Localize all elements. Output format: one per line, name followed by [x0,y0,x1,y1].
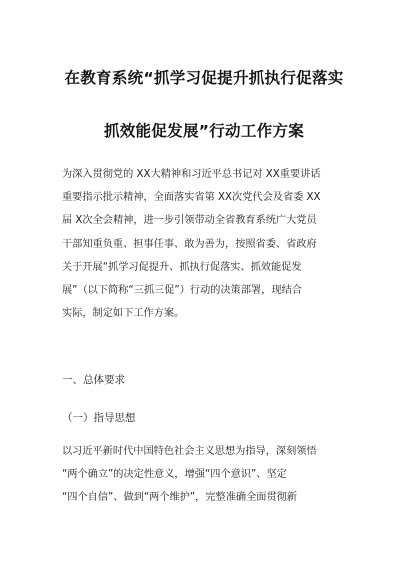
intro-line: 实际，制定如下工作方案。 [62,308,185,320]
guiding-line: “两个确立”的决定性意义，增强“四个意识”、坚定 [62,469,287,481]
section-heading-general-requirements: 一、总体要求 [62,374,125,386]
intro-line: 重要指示批示精神，全面落实省第 XX次党代会及省委 XX [62,192,321,204]
guiding-line: “四个自信”、做到“两个维护”，完整准确全面贯彻新 [62,492,298,504]
intro-line: 为深入贯彻党的 XX大精神和习近平总书记对 XX重要讲话 [62,169,321,180]
intro-line: 展”（以下简称“三抓三促”）行动的决策部署，现结合 [62,284,302,296]
subsection-heading-guiding-ideology: （一）指导思想 [62,412,136,424]
intro-paragraph [62,163,346,325]
document-title-line-1: 在教育系统“抓学习促提升抓执行促落实 [64,69,344,87]
document-title-line-2: 抓效能促发展”行动工作方案 [103,122,305,140]
guiding-paragraph [62,440,346,510]
intro-line: 干部知重负重、担事任事、敢为善为，按照省委、省政府 [62,238,317,250]
intro-line: 关于开展“抓学习促提升、抓执行促落实、抓效能促发 [62,261,302,273]
guiding-line: 以习近平新时代中国特色社会主义思想为指导，深刻领悟 [62,446,317,457]
intro-line: 届 X次全会精神，进一步引领带动全省教育系统广大党员 [62,215,317,227]
